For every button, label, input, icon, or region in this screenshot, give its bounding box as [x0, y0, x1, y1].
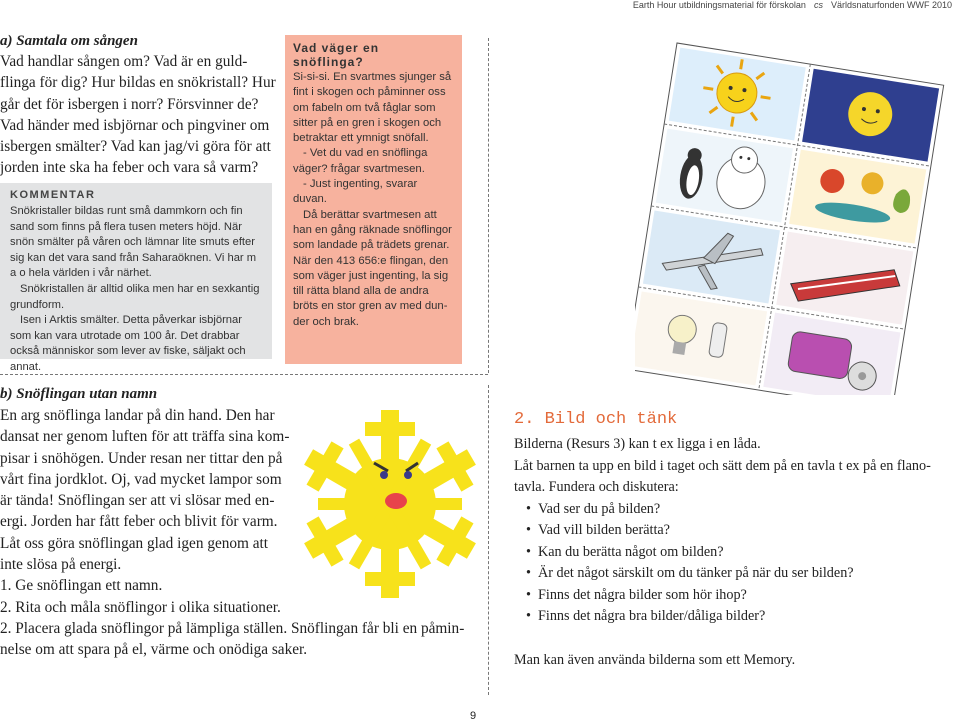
section-b-line: 2. Placera glada snöflingor på lämpliga ställen. Snöflingan får bli en påmin-	[0, 619, 465, 637]
section-a-line: Vad handlar sången om? Vad är en guld-	[0, 53, 248, 70]
page-header	[633, 0, 952, 10]
section-b-line: 1. Ge snöflingan ett namn.	[0, 577, 163, 595]
section-b-line: Låt oss göra snöflingan glad igen genom att	[0, 534, 269, 552]
discussion-item: • Är det något särskilt om du tänker på när du ser bilden?	[514, 563, 958, 585]
section-a-line: isbergen smälter? Vad kan jag/vi göra för att	[0, 138, 271, 156]
section-a	[0, 33, 280, 179]
section-a-line: flinga för dig? Hur bildas en snökristall? Hur	[0, 74, 276, 92]
section-b-line: En arg snöflinga landar på din hand. Den har	[0, 407, 275, 424]
section-b-line: vårt fina jordklot. Oj, vad mycket lampor som	[0, 470, 282, 488]
column-divider	[488, 38, 489, 373]
discussion-item: • Vad vill bilden berätta?	[514, 520, 958, 542]
section-a-line: jorden inte ska ha feber och vara så varm?	[0, 159, 259, 177]
section-a-line: går det för isbergen i norr? Försvinner de?	[0, 95, 259, 113]
discussion-item: • Finns det några bilder som hör ihop?	[514, 585, 958, 607]
section-a-title: a) Samtala om sången	[0, 33, 138, 49]
kommentar-paragraph: Isen i Arktis smälter. Detta påverkar isbjörnar som kan vara utrotade om 100 år. Det drabbar också människor som lever av fiske, säljakt och annat.	[10, 314, 246, 373]
section-b-title: b) Snöflingan utan namn	[0, 386, 158, 402]
discussion-item: • Finns det några bra bilder/dåliga bilder?	[514, 606, 958, 628]
section-2-title: 2. Bild och tänk	[514, 410, 678, 429]
section-b-line: 2. Rita och måla snöflingor i olika situationer.	[0, 598, 281, 616]
section-b-line: nelse om att spara på el, värme och onödiga saker.	[0, 641, 308, 659]
discussion-list	[514, 499, 958, 628]
section-b-line: pisar i snöhögen. Under resan ner tittar den på	[0, 449, 283, 467]
section-b-line: ergi. Jorden har fått feber och blivit för varm.	[0, 513, 278, 531]
section-2-intro: tavla. Fundera och diskutera:	[514, 479, 679, 495]
discussion-item: • Kan du berätta något om bilden?	[514, 542, 958, 564]
header-separator: cs	[813, 0, 823, 10]
discussion-item: • Vad ser du på bilden?	[514, 499, 958, 521]
fable-paragraph: - Vet du vad en snöflinga väger? frågar svartmesen.	[293, 147, 428, 175]
fable-title: Vad väger en snöflinga?	[293, 41, 380, 69]
angry-snowflake-icon	[302, 405, 478, 603]
page-number: 9	[470, 710, 477, 722]
fable-paragraph: Då berättar svartmesen att han en gång räknade snöflingor som landade på trädets grenar. När den 413 656:e flingan, den som väger just ingenting, la sig till rätta bland alla de andra bröts en stor gren av med dun-der och brak.	[293, 208, 452, 328]
header-right: Världsnaturfonden WWF 2010	[830, 0, 952, 10]
section-b-line: dansat ner genom luften för att träffa sina kom-	[0, 428, 290, 446]
snowflake-fable-box	[285, 35, 462, 364]
kommentar-paragraph: Snökristallen är alltid olika men har en sexkantig grundform.	[10, 282, 260, 311]
header-left: Earth Hour utbildningsmaterial för förskolan	[632, 0, 806, 10]
section-2-intro: Bilderna (Resurs 3) kan t ex ligga i en låda.	[514, 436, 761, 452]
fable-paragraph: - Just ingenting, svarar duvan.	[293, 178, 418, 206]
kommentar-box	[0, 183, 272, 373]
section-b-line: inte slösa på energi.	[0, 556, 122, 574]
kommentar-paragraph: Snökristaller bildas runt små dammkorn och fin sand som finns på flera tusen meters höjd. När snön smälter på våren och lämnar lite smuts efter sig kan det vara sand från Saharaöknen. Vi har m a o hela världen i vår närhet.	[10, 205, 257, 280]
fable-paragraph: Si-si-si. En svartmes sjunger så fint i skogen och påminner oss om fabeln om två fåglar som sitter på en gren i skogen och betraktar ett ymnigt snöfall.	[293, 71, 452, 145]
section-2-intro: Låt barnen ta upp en bild i taget och sätt dem på en tavla t ex på en flano-	[514, 457, 931, 474]
section-b-line: är tända! Snöflingan ser att vi slösar med en-	[0, 492, 275, 510]
column-divider	[488, 385, 489, 695]
section-2-footer: Man kan även använda bilderna som ett Memory.	[514, 651, 796, 668]
section-divider	[0, 374, 488, 375]
picture-cards-illustration	[635, 25, 960, 395]
kommentar-title: KOMMENTAR	[10, 189, 96, 201]
section-2	[514, 434, 958, 671]
section-a-line: Vad händer med isbjörnar och pingviner om	[0, 116, 270, 134]
